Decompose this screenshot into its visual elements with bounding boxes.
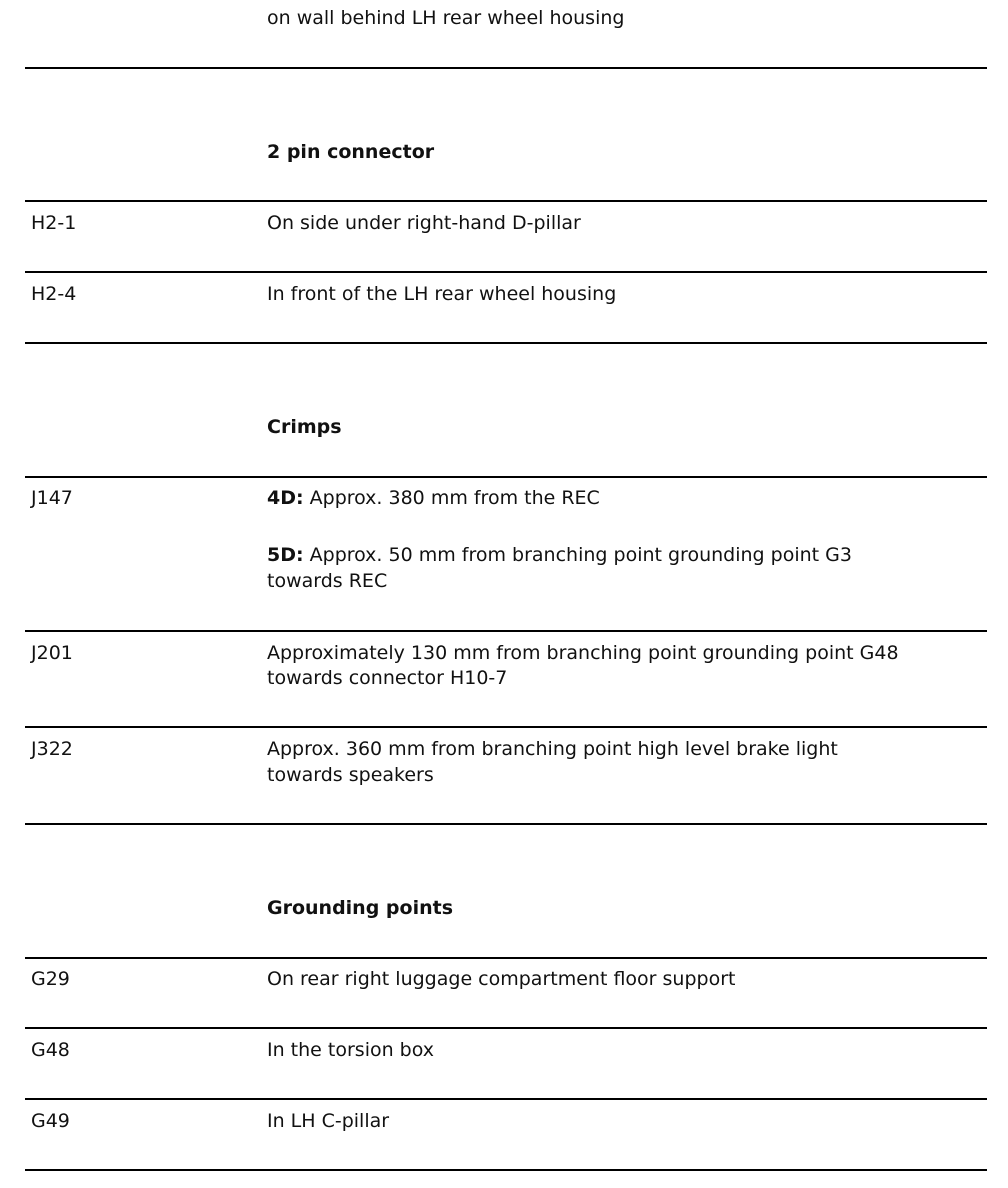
section-heading-grounding-points: Grounding points (267, 897, 454, 919)
section-heading-2-pin-connector: 2 pin connector (267, 141, 435, 163)
row-description-line-2: towards connector H10-7 (267, 667, 508, 689)
divider (25, 1027, 987, 1029)
divider (25, 1098, 987, 1100)
row-description-4d (267, 486, 600, 511)
variant-text-5d: Approx. 50 mm from branching point grounding point G3 (303, 544, 852, 566)
row-code: J322 (31, 738, 73, 760)
variant-label-5d: 5D: (267, 544, 304, 566)
row-description: In the torsion box (267, 1039, 435, 1061)
row-code: G29 (31, 968, 70, 990)
row-description: On side under right-hand D-pillar (267, 212, 581, 234)
row-description-line-1: Approx. 360 mm from branching point high level brake light (267, 738, 838, 760)
divider (25, 476, 987, 478)
row-description-5d (267, 543, 852, 568)
row-description: On rear right luggage compartment floor support (267, 968, 736, 990)
variant-text-4d: Approx. 380 mm from the REC (303, 487, 600, 509)
divider (25, 1169, 987, 1171)
row-description-5d-continued: towards REC (267, 570, 388, 592)
divider (25, 271, 987, 273)
row-code: J201 (31, 642, 73, 664)
variant-label-4d: 4D: (267, 487, 304, 509)
divider (25, 200, 987, 202)
divider (25, 342, 987, 344)
row-code: G49 (31, 1110, 70, 1132)
section-heading-crimps: Crimps (267, 416, 342, 438)
divider (25, 957, 987, 959)
row-code: J147 (31, 487, 73, 509)
row-code: H2-4 (31, 283, 77, 305)
divider (25, 630, 987, 632)
divider (25, 67, 987, 69)
row-description-line-1: Approximately 130 mm from branching point grounding point G48 (267, 642, 899, 664)
row-code: H2-1 (31, 212, 77, 234)
row-description: In LH C-pillar (267, 1110, 390, 1132)
divider (25, 823, 987, 825)
top-fragment-text: on wall behind LH rear wheel housing (267, 7, 625, 29)
row-code: G48 (31, 1039, 70, 1061)
row-description-line-2: towards speakers (267, 764, 434, 786)
divider (25, 726, 987, 728)
row-description: In front of the LH rear wheel housing (267, 283, 617, 305)
